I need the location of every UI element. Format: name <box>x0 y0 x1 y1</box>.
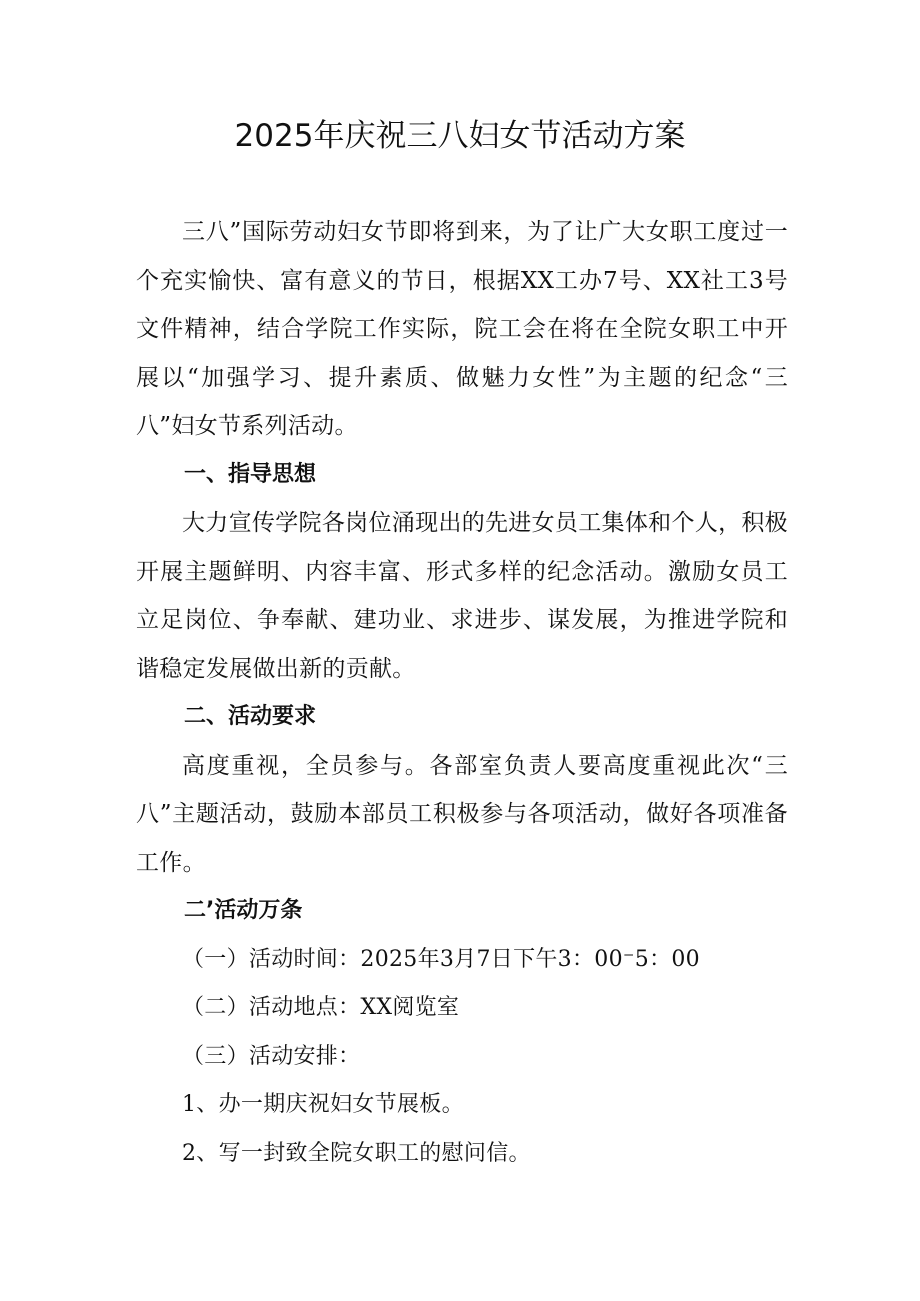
plan-item-location: （二）活动地点：XX阅览室 <box>182 995 460 1020</box>
plan-item-arrangement: （三）活动安排： <box>182 1043 361 1069</box>
document-body <box>136 208 788 1178</box>
section-heading-plan: 二’活动万条 <box>184 898 303 923</box>
section-heading-guiding-thought: 一、指导思想 <box>184 461 317 487</box>
document-title: 2025年庆祝三八妇女节活动方案 <box>234 118 686 154</box>
intro-paragraph: 三八”国际劳动妇女节即将到来，为了让广大女职工度过一个充实愉快、富有意义的节日，根据XX工办7号、XX社工3号文件精神，结合学院工作实际，院工会在将在全院女职工中开展以“加强学习、提升素质、做魅力女性”为主题的纪念“三八”妇女节系列活动。 <box>136 219 788 439</box>
guiding-thought-paragraph: 大力宣传学院各岗位涌现出的先进女员工集体和个人，积极开展主题鲜明、内容丰富、形式多样的纪念活动。激励女员工立足岗位、争奉献、建功业、求进步、谋发展，为推进学院和谐稳定发展做出新的贡献。 <box>136 510 788 682</box>
plan-item-1: 1、办一期庆祝妇女节展板。 <box>182 1092 464 1117</box>
plan-item-2: 2、写一封致全院女职工的慰问信。 <box>182 1140 531 1166</box>
section-heading-requirements: 二、活动要求 <box>184 704 317 729</box>
requirements-paragraph: 高度重视，全员参与。各部室负责人要高度重视此次“三八”主题活动，鼓励本部员工积极参与各项活动，做好各项准备工作。 <box>136 752 788 876</box>
plan-item-time: （一）活动时间：2025年3月7日下午3：00⁻5：00 <box>182 946 700 972</box>
